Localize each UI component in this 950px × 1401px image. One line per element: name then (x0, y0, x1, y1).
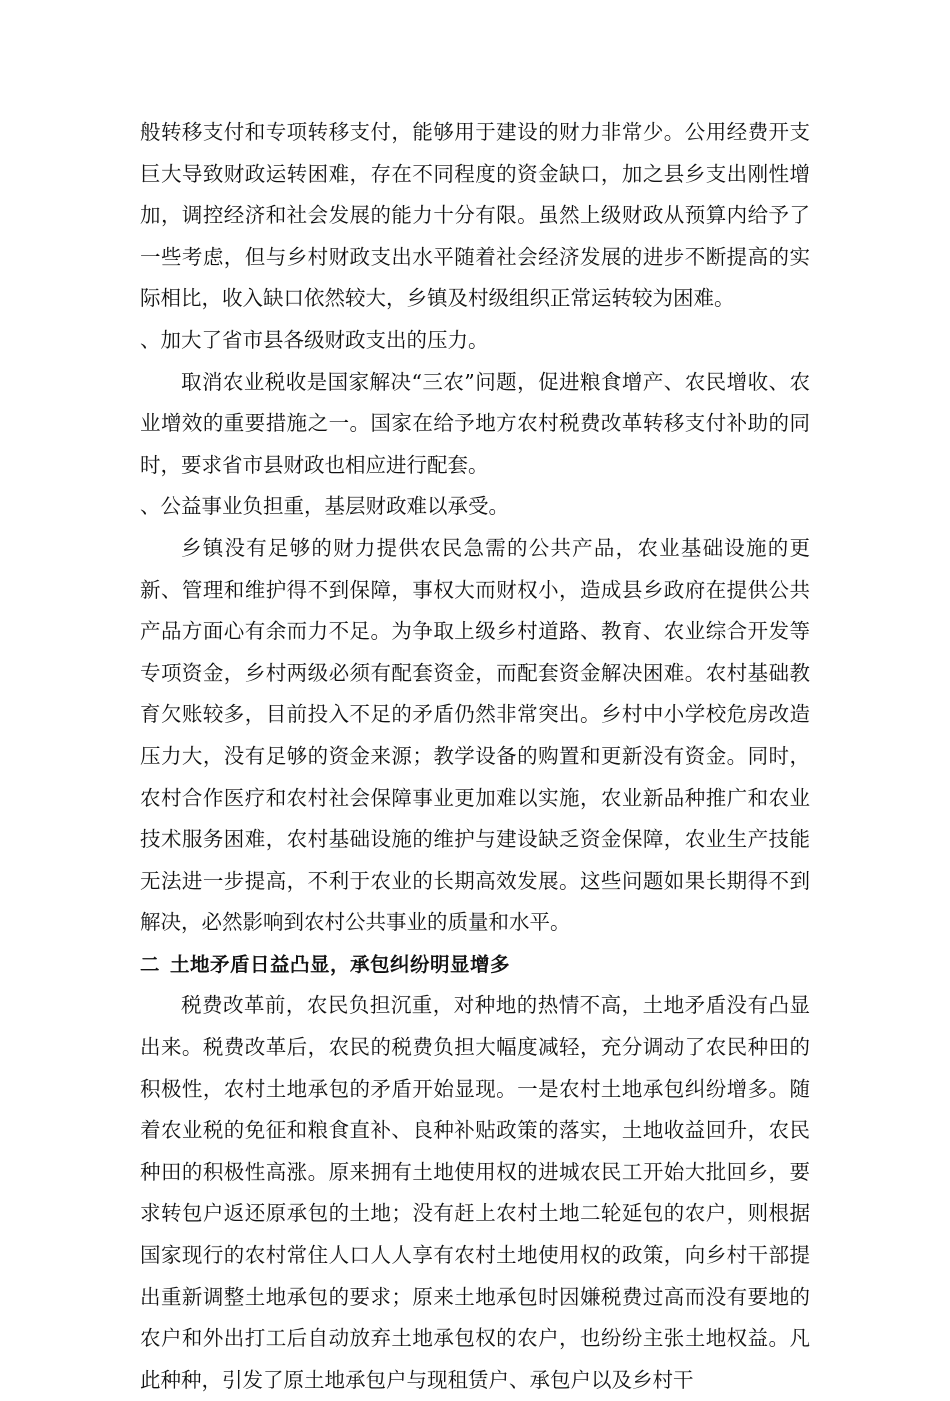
paragraph-continuation: 般转移支付和专项转移支付，能够用于建设的财力非常少。公用经费开支巨大导致财政运转困难，存在不同程度的资金缺口，加之县乡支出刚性增加，调控经济和社会发展的能力十分有限。虽然上级财政从预算内给予了一些考虑，但与乡村财政支出水平随着社会经济发展的进步不断提高的实际相比，收入缺口依然较大，乡镇及村级组织正常运转较为困难。 (140, 120, 810, 311)
paragraph-public-goods: 乡镇没有足够的财力提供农民急需的公共产品，农业基础设施的更新、管理和维护得不到保障，事权大而财权小，造成县乡政府在提供公共产品方面心有余而力不足。为争取上级乡村道路、教育、农业综合开发等专项资金，乡村两级必须有配套资金，而配套资金解决困难。农村基础教育欠账较多，目前投入不足的矛盾仍然非常突出。乡村中小学校危房改造压力大，没有足够的资金来源；教学设备的购置和更新没有资金。同时，农村合作医疗和农村社会保障事业更加难以实施，农业新品种推广和农业技术服务困难，农村基础设施的维护与建设缺乏资金保障，农业生产技能无法进一步提高，不利于农业的长期高效发展。这些问题如果长期得不到解决，必然影响到农村公共事业的质量和水平。 (140, 535, 810, 935)
section-heading-land-conflict (140, 944, 810, 986)
section-number: 二 (140, 952, 161, 976)
subsection-title-public-welfare: 、公益事业负担重，基层财政难以承受。 (140, 494, 509, 519)
paragraph-land-disputes: 税费改革前，农民负担沉重，对种地的热情不高，土地矛盾没有凸显出来。税费改革后，农民的税费负担大幅度减轻，充分调动了农民种田的积极性，农村土地承包的矛盾开始显现。一是农村土地承包纠纷增多。随着农业税的免征和粮食直补、良种补贴政策的落实，土地收益回升，农民种田的积极性高涨。原来拥有土地使用权的进城农民工开始大批回乡，要求转包户返还原承包的土地；没有赶上农村土地二轮延包的农户，则根据国家现行的农村常住人口人人享有农村土地使用权的政策，向乡村干部提出重新调整土地承包的要求；原来土地承包时因嫌税费过高而没有要地的农户和外出打工后自动放弃土地承包权的农户，也纷纷主张土地权益。凡此种种，引发了原土地承包户与现租赁户、承包户以及乡村干 (140, 993, 810, 1392)
paragraph-agricultural-tax: 取消农业税收是国家解决“三农”问题，促进粮食增产、农民增收、农业增效的重要措施之一。国家在给予地方农村税费改革转移支付补助的同时，要求省市县财政也相应进行配套。 (140, 369, 810, 477)
subsection-title-expenditure-pressure: 、加大了省市县各级财政支出的压力。 (140, 327, 489, 352)
document-body (140, 112, 810, 1401)
section-heading-text: 土地矛盾日益凸显，承包纠纷明显增多 (170, 952, 511, 976)
